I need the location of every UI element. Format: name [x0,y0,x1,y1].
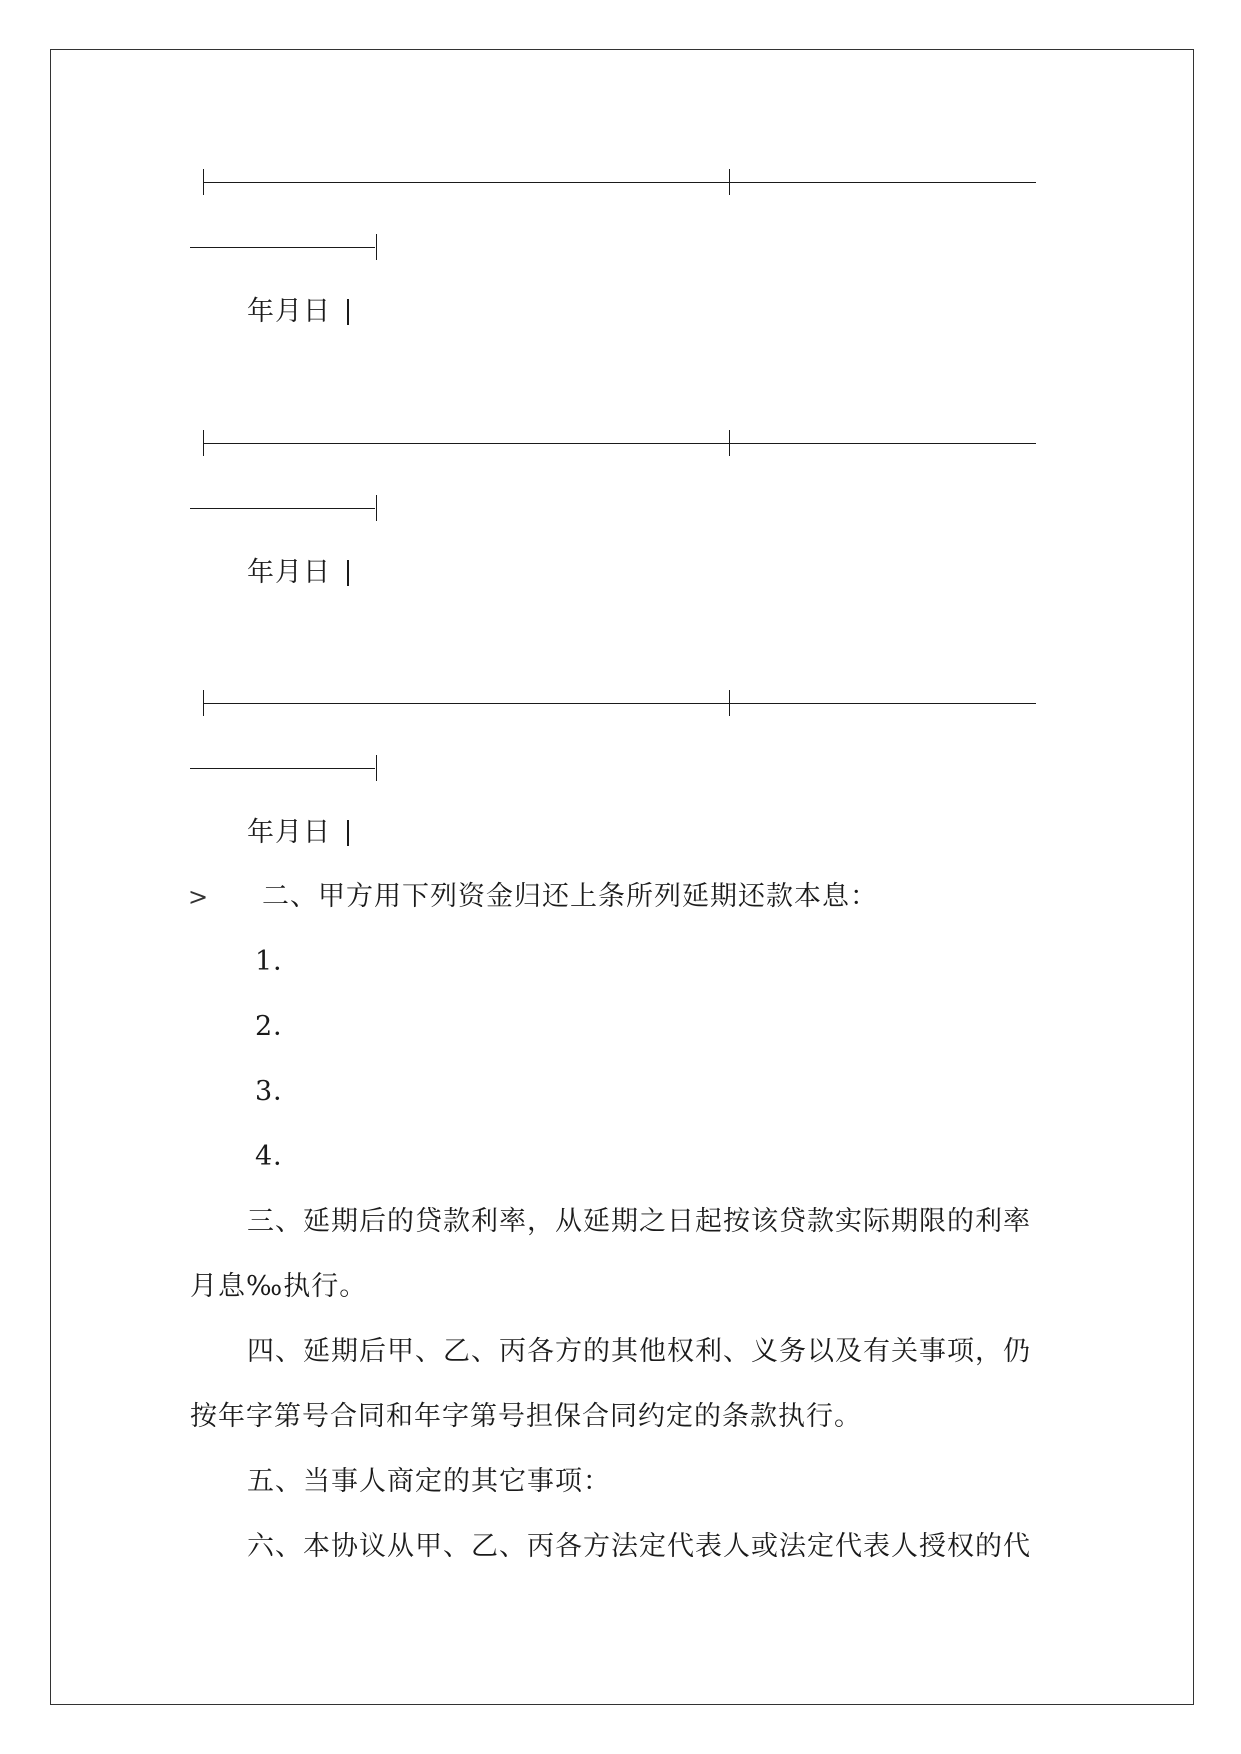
clause-6-line-1: 六、本协议从甲、乙、丙各方法定代表人或法定代表人授权的代 [247,1531,1031,1562]
date-row-3 [247,817,331,849]
date-row-2 [247,557,331,589]
list-item: 3． [255,1076,302,1107]
list-item: 4． [255,1141,302,1172]
clause-4-line-2: 按年字第号合同和年字第号担保合同约定的条款执行。 [190,1401,862,1432]
clause-4-line-1: 四、延期后甲、乙、丙各方的其他权利、义务以及有关事项，仍 [247,1336,1031,1367]
page-border [50,49,1194,1705]
table-cell-border [347,560,349,586]
date-row-1 [247,296,331,328]
table-cell-border [347,820,349,846]
clause-2: 二、甲方用下列资金归还上条所列延期还款本息： [262,881,878,912]
date-label: 年月日 [247,817,331,848]
clause-5: 五、当事人商定的其它事项： [247,1466,611,1497]
list-item: 2． [255,1011,302,1042]
list-item: 1． [255,946,302,977]
table-cell-border [347,299,349,325]
gutter-mark: > [188,883,209,911]
date-label: 年月日 [247,296,331,327]
clause-3-line-1: 三、延期后的贷款利率，从延期之日起按该贷款实际期限的利率 [247,1206,1031,1237]
date-label: 年月日 [247,557,331,588]
clause-3-line-2: 月息‰执行。 [190,1271,368,1302]
